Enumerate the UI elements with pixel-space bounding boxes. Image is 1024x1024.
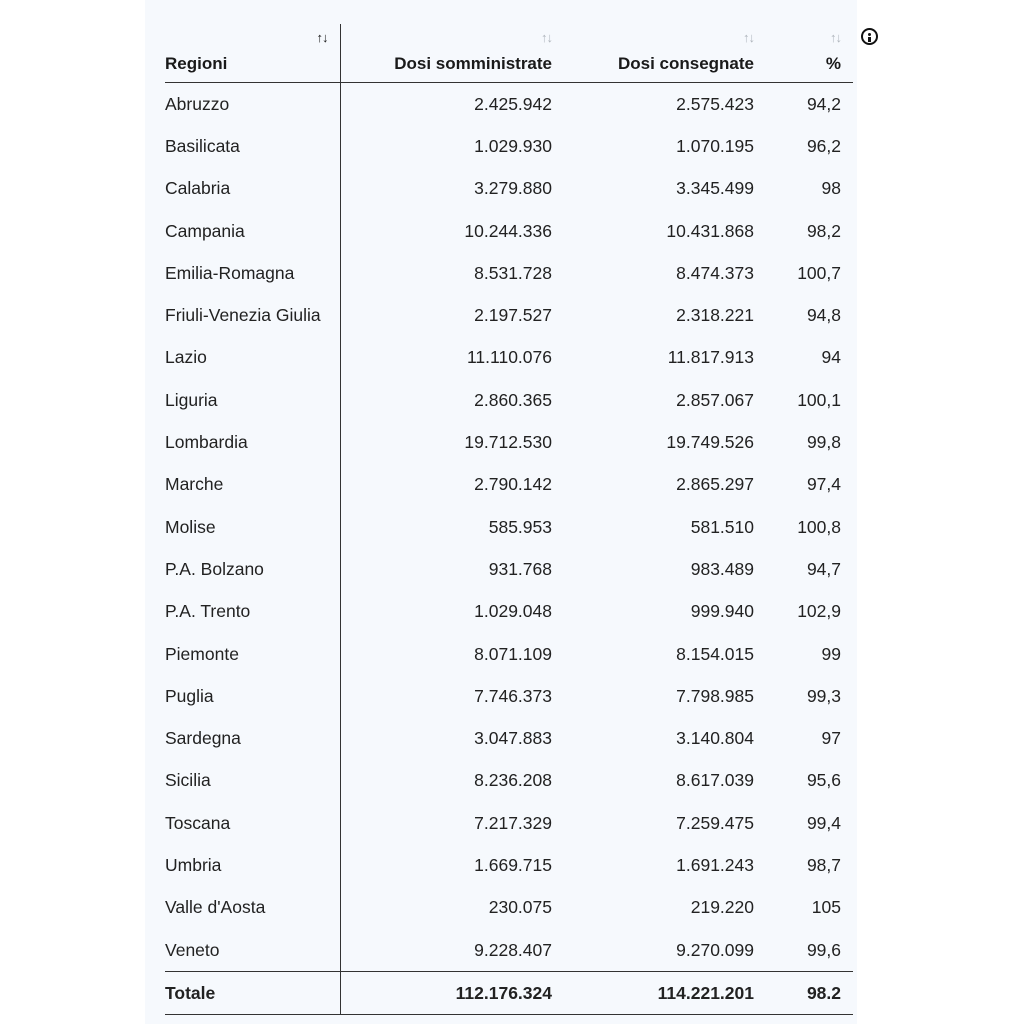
region-cell: Veneto [165,929,340,972]
info-icon[interactable] [861,28,878,45]
administered-cell: 1.029.048 [474,601,552,622]
table-row [165,844,853,886]
table-row [165,675,853,717]
total-administered: 112.176.324 [340,972,564,1015]
total-row [165,972,853,1015]
region-cell: Sicilia [165,760,340,802]
table-row [165,252,853,294]
table-row [165,464,853,506]
percent-cell: 99,4 [806,812,841,833]
delivered-cell: 8.154.015 [676,643,754,664]
table-row [165,294,853,336]
percent-cell: 94 [821,347,841,368]
percent-cell: 96,2 [806,135,841,156]
region-cell: Campania [165,210,340,252]
administered-cell: 9.228.407 [474,939,552,960]
table-row [165,337,853,379]
percent-cell: 99,6 [806,939,841,960]
table-row [165,717,853,759]
delivered-cell: 1.070.195 [676,135,754,156]
sort-arrows-icon[interactable]: ↑↓ [743,30,754,45]
region-cell: Marche [165,464,340,506]
sort-arrows-icon[interactable]: ↑↓ [316,30,328,45]
table-row [165,591,853,633]
region-cell: Emilia-Romagna [165,252,340,294]
table-row [165,929,853,972]
administered-cell: 230.075 [488,897,552,918]
table-body [165,83,853,972]
percent-cell: 97,4 [806,474,841,495]
percent-cell: 94,8 [806,305,841,326]
percent-cell: 99 [821,643,841,664]
administered-cell: 7.746.373 [474,685,552,706]
delivered-cell: 219.220 [690,897,754,918]
column-header-label: Dosi consegnate [617,54,754,73]
delivered-cell: 10.431.868 [666,220,754,241]
table-row [165,887,853,929]
column-header-label: Regioni [165,54,228,73]
delivered-cell: 8.617.039 [676,770,754,791]
administered-cell: 7.217.329 [474,812,552,833]
administered-cell: 8.071.109 [474,643,552,664]
regions-doses-table [165,24,853,1015]
region-cell: Umbria [165,844,340,886]
delivered-cell: 7.798.985 [676,685,754,706]
percent-cell: 100,7 [797,262,841,283]
delivered-cell: 2.575.423 [676,93,754,114]
table-container [165,24,853,1015]
delivered-cell: 3.345.499 [676,178,754,199]
table-row [165,125,853,167]
region-cell: Toscana [165,802,340,844]
delivered-cell: 7.259.475 [676,812,754,833]
percent-cell: 99,8 [806,432,841,453]
total-label: Totale [165,972,340,1015]
administered-cell: 3.279.880 [474,178,552,199]
delivered-cell: 11.817.913 [667,347,754,368]
table-row [165,506,853,548]
delivered-cell: 3.140.804 [676,728,754,749]
delivered-cell: 1.691.243 [676,854,754,875]
percent-cell: 94,7 [806,558,841,579]
table-row [165,760,853,802]
percent-cell: 100,8 [797,516,841,537]
administered-cell: 1.029.930 [474,135,552,156]
percent-cell: 98 [821,178,841,199]
column-header-regions[interactable] [165,24,340,83]
delivered-cell: 2.857.067 [676,389,754,410]
administered-cell: 19.712.530 [464,432,552,453]
percent-cell: 99,3 [806,685,841,706]
delivered-cell: 2.865.297 [676,474,754,495]
region-cell: Piemonte [165,633,340,675]
administered-cell: 1.669.715 [474,854,552,875]
administered-cell: 2.860.365 [474,389,552,410]
region-cell: Liguria [165,379,340,421]
region-cell: Calabria [165,168,340,210]
table-row [165,379,853,421]
administered-cell: 3.047.883 [474,728,552,749]
region-cell: P.A. Trento [165,591,340,633]
column-header-percent[interactable] [766,24,853,83]
sort-arrows-icon[interactable]: ↑↓ [541,30,552,45]
region-cell: Molise [165,506,340,548]
column-header-delivered[interactable] [564,24,766,83]
percent-cell: 105 [811,897,841,918]
total-percent: 98.2 [766,972,853,1015]
administered-cell: 11.110.076 [467,347,552,368]
administered-cell: 8.531.728 [474,262,552,283]
table-row [165,168,853,210]
percent-cell: 95,6 [806,770,841,791]
administered-cell: 10.244.336 [464,220,552,241]
administered-cell: 2.790.142 [474,474,552,495]
delivered-cell: 8.474.373 [676,262,754,283]
table-row [165,421,853,463]
table-row [165,83,853,126]
delivered-cell: 999.940 [690,601,754,622]
delivered-cell: 983.489 [690,558,754,579]
region-cell: P.A. Bolzano [165,548,340,590]
column-header-administered[interactable] [340,24,564,83]
percent-cell: 102,9 [797,601,841,622]
table-row [165,802,853,844]
region-cell: Lombardia [165,421,340,463]
table-row [165,548,853,590]
delivered-cell: 2.318.221 [676,305,754,326]
sort-arrows-icon[interactable]: ↑↓ [830,30,841,45]
table-row [165,633,853,675]
table-row [165,210,853,252]
region-cell: Sardegna [165,717,340,759]
percent-cell: 98,7 [806,854,841,875]
column-header-label: Dosi somministrate [394,54,552,73]
region-cell: Abruzzo [165,83,340,126]
header-row [165,24,853,83]
percent-cell: 100,1 [797,389,841,410]
delivered-cell: 581.510 [690,516,754,537]
administered-cell: 931.768 [488,558,552,579]
delivered-cell: 9.270.099 [676,939,754,960]
region-cell: Basilicata [165,125,340,167]
administered-cell: 2.425.942 [474,93,552,114]
region-cell: Valle d'Aosta [165,887,340,929]
region-cell: Lazio [165,337,340,379]
percent-cell: 94,2 [806,93,841,114]
administered-cell: 585.953 [488,516,552,537]
percent-cell: 98,2 [806,220,841,241]
region-cell: Puglia [165,675,340,717]
region-cell: Friuli-Venezia Giulia [165,294,340,336]
percent-cell: 97 [821,728,841,749]
column-header-label: % [825,54,841,73]
total-delivered: 114.221.201 [564,972,766,1015]
delivered-cell: 19.749.526 [666,432,754,453]
administered-cell: 2.197.527 [474,305,552,326]
administered-cell: 8.236.208 [474,770,552,791]
